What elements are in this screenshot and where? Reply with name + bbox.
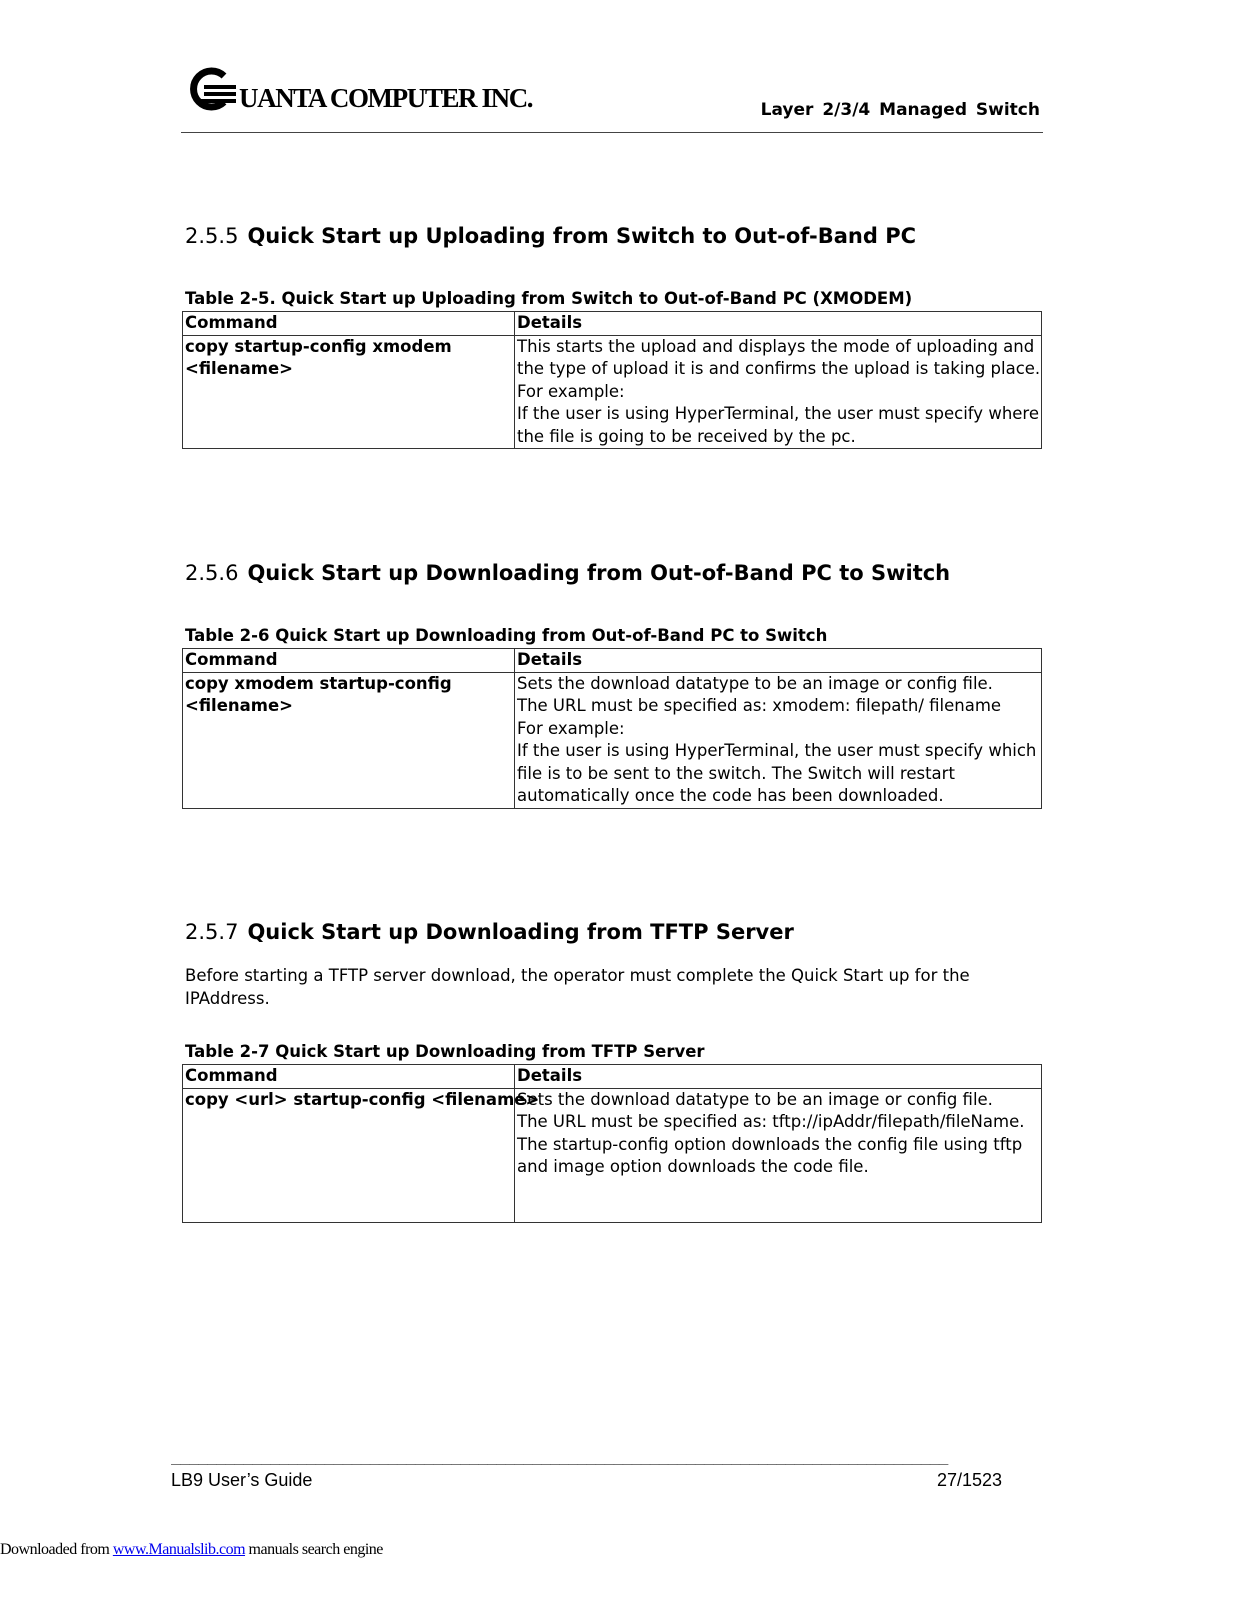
command-line: <filename> <box>185 696 293 715</box>
details-line: The URL must be specified as: xmodem: filepath/ filename <box>517 696 1002 715</box>
table-header-row <box>183 1065 1042 1089</box>
details-line: If the user is using HyperTerminal, the user must specify where <box>517 404 1039 423</box>
details-line: and image option downloads the code file. <box>517 1157 869 1176</box>
section-heading <box>185 224 916 248</box>
guide-title: LB9 User’s Guide <box>171 1470 313 1490</box>
command-line: copy xmodem startup-config <box>185 673 452 693</box>
table-row <box>183 335 1042 449</box>
table-caption: Table 2-6 Quick Start up Downloading from Out-of-Band PC to Switch <box>185 626 828 645</box>
section-intro: Before starting a TFTP server download, the operator must complete the Quick Start up for the IPAddress. <box>185 966 970 1008</box>
command-cell <box>183 672 515 808</box>
footer-divider: ______________________________________________________________________________________ <box>171 1446 948 1465</box>
details-cell <box>515 335 1042 449</box>
product-name: Layer 2/3/4 Managed Switch <box>760 100 1040 120</box>
table-header-row <box>183 312 1042 336</box>
company-name: UANTA COMPUTER INC. <box>239 83 533 113</box>
command-cell <box>183 1088 540 1222</box>
section-heading <box>185 561 950 585</box>
details-cell <box>515 1088 1042 1222</box>
details-line: Sets the download datatype to be an image or config file. <box>517 1089 993 1109</box>
header-command: Command <box>183 312 515 336</box>
page-number: 27/1523 <box>937 1470 1003 1490</box>
command-table <box>182 1064 1042 1223</box>
command-line: copy <url> startup-config <filename> <box>185 1089 540 1109</box>
header-details: Details <box>515 649 1042 673</box>
command-line: <filename> <box>185 359 293 378</box>
details-line: the type of upload it is and confirms the upload is taking place. <box>517 359 1041 378</box>
section-title: Quick Start up Uploading from Switch to Out-of-Band PC <box>247 224 917 248</box>
table-caption: Table 2-7 Quick Start up Downloading from TFTP Server <box>185 1042 705 1061</box>
section-heading <box>185 920 794 944</box>
table-row <box>183 672 1042 808</box>
download-prefix: Downloaded from <box>0 1541 113 1558</box>
download-suffix: manuals search engine <box>245 1541 383 1558</box>
details-cell <box>515 672 1042 808</box>
table-row <box>183 1088 1042 1222</box>
details-line: The startup-config option downloads the config file using tftp <box>517 1134 1023 1154</box>
table-caption: Table 2-5. Quick Start up Uploading from Switch to Out-of-Band PC (XMODEM) <box>185 289 913 308</box>
details-line: automatically once the code has been downloaded. <box>517 786 944 805</box>
command-table <box>182 648 1042 809</box>
details-line: If the user is using HyperTerminal, the user must specify which <box>517 741 1037 760</box>
header-details: Details <box>515 312 1042 336</box>
command-cell <box>183 335 515 449</box>
section-number: 2.5.7 <box>185 920 239 944</box>
manualslib-link[interactable]: www.Manualslib.com <box>112 1541 246 1558</box>
details-line: The URL must be specified as: tftp://ipAddr/filepath/fileName. <box>517 1112 1025 1131</box>
details-line: This starts the upload and displays the mode of uploading and <box>517 336 1035 356</box>
section-number: 2.5.6 <box>185 561 239 585</box>
section-number: 2.5.5 <box>185 224 239 248</box>
table-header-row <box>183 649 1042 673</box>
company-logo <box>186 64 532 114</box>
details-line: For example: <box>517 381 625 401</box>
details-line: the file is going to be received by the pc. <box>517 426 856 446</box>
quanta-q-logo-icon <box>186 66 238 114</box>
header-command: Command <box>183 1065 515 1089</box>
details-line: For example: <box>517 718 625 738</box>
section-title: Quick Start up Downloading from TFTP Server <box>247 920 794 944</box>
command-table <box>182 311 1042 449</box>
section-title: Quick Start up Downloading from Out-of-Band PC to Switch <box>247 561 951 585</box>
header-details: Details <box>515 1065 1042 1089</box>
details-line: Sets the download datatype to be an image or config file. <box>517 673 993 693</box>
command-line: copy startup-config xmodem <box>185 336 452 356</box>
header-command: Command <box>183 649 515 673</box>
details-line: file is to be sent to the switch. The Switch will restart <box>517 763 955 783</box>
download-notice <box>0 1541 383 1559</box>
header-divider <box>181 132 1043 133</box>
